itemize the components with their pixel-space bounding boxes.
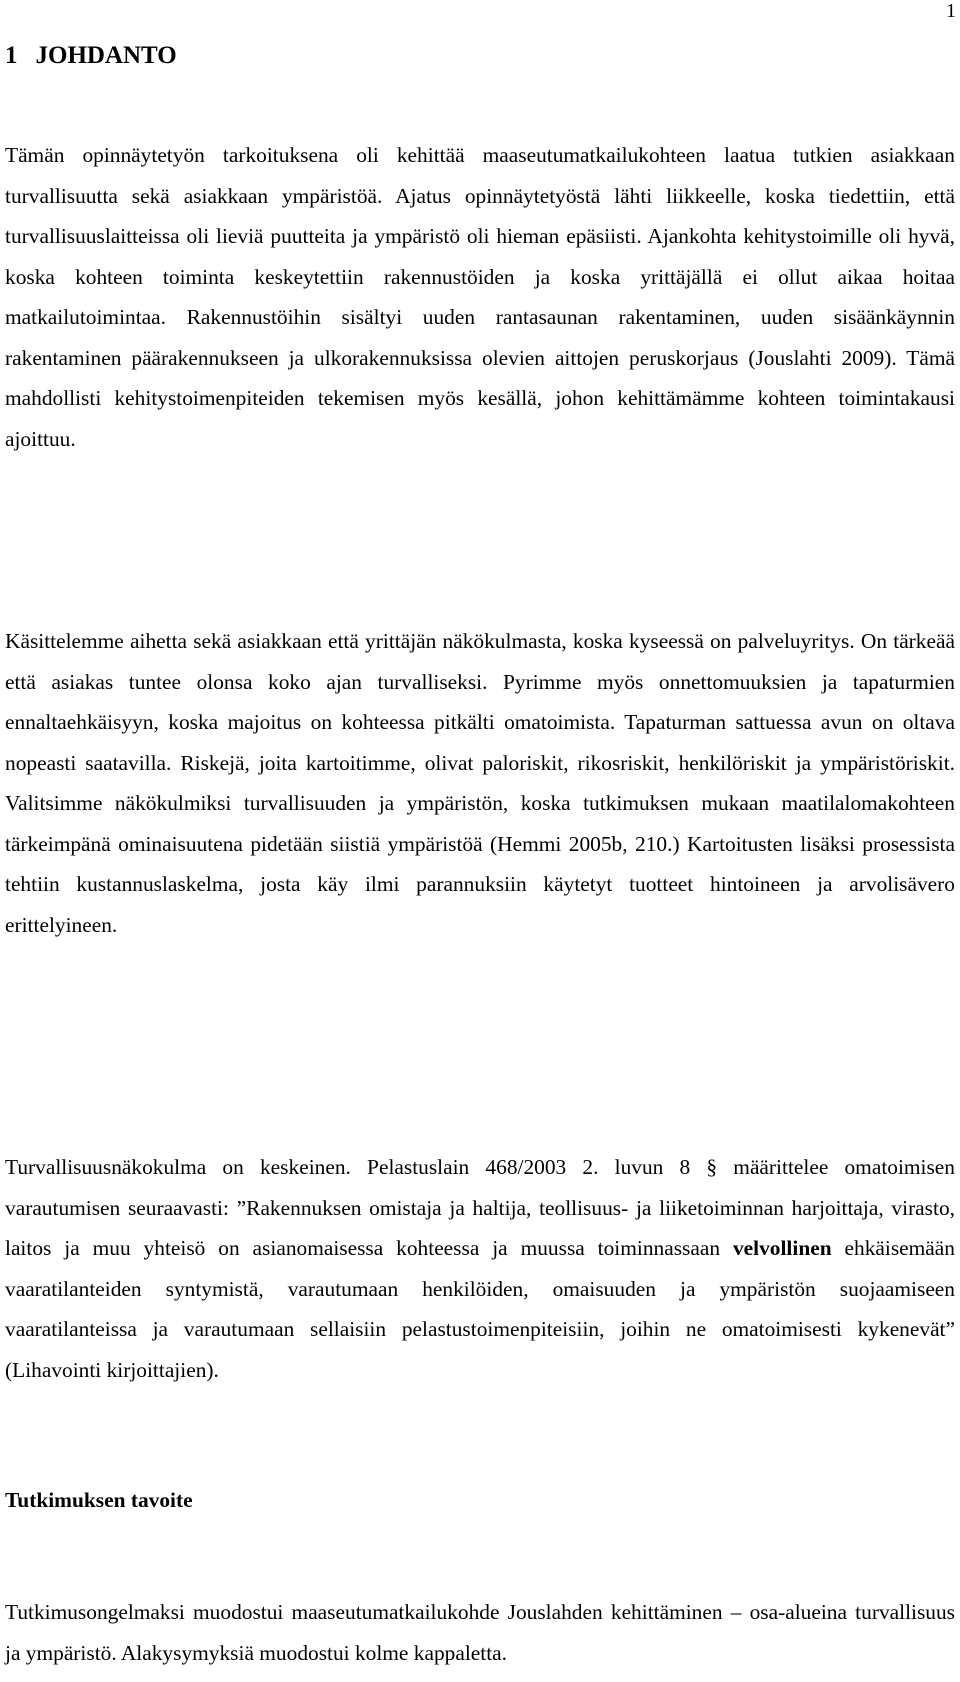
paragraph-3-text-end: ehkäisemään vaaratilanteiden syntymistä, varautumaan henkilöiden, omaisuuden ja ympäristön suojaamiseen vaaratilanteissa ja varautumaan sellaisiin pelastustoimenpiteisiin, joihin ne omatoimisesti kykenevät” (Lihavointi kirjoittajien).	[5, 1236, 955, 1382]
section-paragraph: Tutkimusongelmaksi muodostui maaseutumatkailukohde Jouslahden kehittäminen – osa-alueina turvallisuus ja ympäristö. Alakysymyksiä muodostui kolme kappaletta.	[5, 1600, 955, 1665]
intro-paragraph-2: Käsittelemme aihetta sekä asiakkaan että yrittäjän näkökulmasta, koska kyseessä on palveluyritys. On tärkeää että asiakas tuntee olonsa koko ajan turvalliseksi. Pyrimme myös onnettomuuksien ja tapaturmien ennaltaehkäisyyn, koska majoitus on kohteessa pitkälti omatoimista. Tapaturman sattuessa avun on oltava nopeasti saatavilla. Riskejä, joita kartoitimme, olivat paloriskit, rikosriskit, henkilöriskit ja ympäristöriskit. Valitsimme näkökulmiksi turvallisuuden ja ympäristön, koska tutkimuksen mukaan maatilalomakohteen tärkeimpänä ominaisuutena pidetään siistiä ympäristöä (Hemmi 2005b, 210.) Kartoitusten lisäksi prosessista tehtiin kustannuslaskelma, josta käy ilmi parannuksiin käytetyt tuotteet hintoineen ja arvolisävero erittelyineen.	[5, 629, 955, 937]
paragraph-3-text-start: Turvallisuusnäkokulma on keskeinen. Pelastuslain 468/2003 2. luvun 8 § määrittelee omatoimisen varautumisen seuraavasti: ”Rakennuksen omistaja ja haltija, teollisuus- ja liiketoiminnan harjoittaja, virasto, laitos ja muu yhteisö on asianomaisessa kohteessa ja muussa toiminnassaan	[5, 1155, 955, 1260]
paragraph-3-emphasis: velvollinen	[732, 1236, 832, 1260]
intro-paragraph-3	[5, 1147, 955, 1390]
intro-paragraph-1: Tämän opinnäytetyön tarkoituksena oli kehittää maaseutumatkailukohteen laatua tutkien asiakkaan turvallisuutta sekä asiakkaan ympäristöä. Ajatus opinnäytetyöstä lähti liikkeelle, koska tiedettiin, että turvallisuuslaitteissa oli lieviä puutteita ja ympäristö oli hieman epäsiisti. Ajankohta kehitystoimille oli hyvä, koska kohteen toiminta keskeytettiin rakennustöiden ja koska yrittäjällä ei ollut aikaa hoitaa matkailutoimintaa. Rakennustöihin sisältyi uuden rantasaunan rakentaminen, uuden sisäänkäynnin rakentaminen päärakennukseen ja ulkorakennuksissa olevien aittojen peruskorjaus (Jouslahti 2009). Tämä mahdollisti kehitystoimenpiteiden tekemisen myös kesällä, johon kehittämämme kohteen toimintakausi ajoittuu.	[5, 143, 955, 451]
chapter-heading	[5, 41, 177, 71]
chapter-number: 1	[5, 42, 18, 69]
section-heading: Tutkimuksen tavoite	[5, 1488, 193, 1512]
page-number: 1	[946, 0, 956, 22]
chapter-title: JOHDANTO	[35, 42, 177, 69]
